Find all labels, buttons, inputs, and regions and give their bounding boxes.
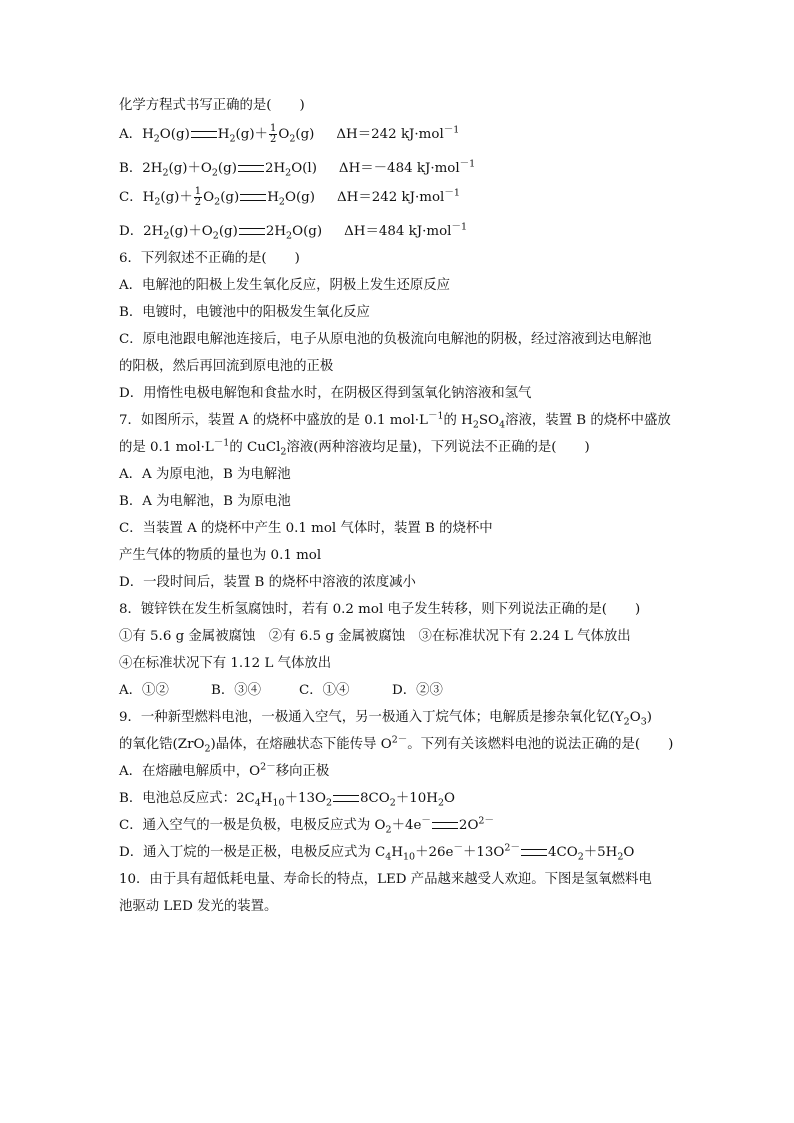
stem-text: 的 H	[443, 413, 473, 428]
q9-option-b: B．电池总反应式：$2C_4H_{10}+13O_2$ $8CO_2+10H_2O$	[119, 791, 455, 809]
stem-text: 的氧化锆(ZrO	[119, 737, 205, 752]
option-label: A．	[119, 127, 143, 142]
question-content	[119, 96, 679, 924]
question-9-stem-line1: 9．一种新型燃料电池，一极通入空气，另一极通入丁烷气体；电解质是掺杂氧化钇$(Y_2O_3)$	[119, 710, 652, 728]
enthalpy: ΔH＝－484 kJ·mol	[338, 161, 460, 176]
q7-option-c-line2: 产生气体的物质的量也为 0.1 mol	[119, 548, 322, 563]
q5-option-d: D．$2H_2(g)+O_2(g)$ $2H_2O(g)$ ΔH＝484 kJ·mol$^{-1}$	[119, 221, 467, 242]
question-10-line1: 10．由于具有超低耗电量、寿命长的特点，LED 产品越来越受人欢迎。下图是氢氧燃料电	[119, 872, 652, 887]
q6-option-b: B．电镀时，电镀池中的阳极发生氧化反应	[119, 305, 370, 320]
stem-text: 。下列有关该燃料电池的说法正确的是(	[407, 737, 641, 752]
enthalpy: ΔH＝484 kJ·mol	[344, 224, 452, 239]
stem-text: )晶体，在熔融状态下能传导 O	[210, 737, 392, 752]
stem-text: 8．镀锌铁在发生析氢腐蚀时，若有 0.2 mol 电子发生转移，则下列说法正确的是(	[119, 602, 607, 617]
q9-option-a: A．在熔融电解质中，$O^{2-}$移向正极	[119, 761, 330, 779]
enthalpy: ΔH＝242 kJ·mol	[336, 190, 445, 205]
enthalpy: ΔH＝242 kJ·mol	[336, 127, 444, 142]
question-7-stem-line2: 的是 0.1 $mol\cdot L^{-1}$的 CuCl$_2$溶液(两种溶液均足量)，下列说法不正确的是( )	[119, 437, 590, 458]
q6-option-d: D．用惰性电极电解饱和食盐水时，在阴极区得到氢氧化钠溶液和氢气	[119, 386, 532, 401]
equals-sign	[239, 228, 265, 235]
q8-option-c: C．①④	[299, 683, 350, 698]
question-5-stem	[119, 96, 679, 123]
equals-sign	[191, 131, 217, 138]
question-6-stem	[119, 249, 679, 276]
stem-text: 6．下列叙述不正确的是(	[119, 251, 267, 266]
option-label: D．2H	[119, 224, 164, 239]
stem-paren: )	[294, 251, 300, 266]
stem-text: 的是 0.1 mol·L	[119, 440, 214, 455]
q8-statements-line2: ④在标准状况下有 1.12 L 气体放出	[119, 656, 332, 671]
fraction: $\frac{1}{2}$	[269, 123, 277, 145]
q6-option-c-line1: C．原电池跟电解池连接后，电子从原电池的负极流向电解池的阴极，经过溶液到达电解池	[119, 332, 652, 347]
q6-option-a: A．电解池的阳极上发生氧化反应，阴极上发生还原反应	[119, 278, 451, 293]
q8-option-d: D．②③	[392, 683, 443, 698]
q9-option-c: C．通入空气的一极是负极，电极反应式为 $O_2+4e^-$ $2O^{2-}$	[119, 815, 494, 836]
stem-text: 溶液(两种溶液均足量)，下列说法不正确的是(	[286, 440, 557, 455]
option-text: C．通入空气的一极是负极，电极反应式为 O	[119, 818, 386, 833]
stem-text: 9．一种新型燃料电池，一极通入空气，另一极通入丁烷气体；电解质是掺杂氧化钇(Y	[119, 710, 624, 725]
equals-sign	[240, 194, 266, 201]
stem-paren: )	[584, 440, 590, 455]
stem-paren: )	[668, 737, 674, 752]
q7-option-b: B．A 为电解池，B 为原电池	[119, 494, 291, 509]
stem-text: 的 CuCl	[229, 440, 281, 455]
stem-paren: )	[634, 602, 641, 617]
q7-option-c-line1: C．当装置 A 的烧杯中产生 0.1 mol 气体时，装置 B 的烧杯中	[119, 521, 493, 536]
option-label: B．2H	[119, 161, 163, 176]
stem-paren: )	[299, 98, 305, 113]
option-label: C．	[119, 190, 143, 205]
q5-option-a: A．$H_2O(g)$ $H_2(g)+$ $\frac{1}{2}$ $O_2(g)$ ΔH＝242 kJ·mol$^{-1}$	[119, 123, 460, 145]
option-text: 移向正极	[275, 764, 330, 779]
question-9-stem-line2: 的氧化锆(ZrO$_2$)晶体，在熔融状态下能传导 $O^{2-}$。下列有关该燃料电池的说法正确的是( )	[119, 734, 674, 755]
q8-option-b: B．③④	[211, 683, 262, 698]
stem-text: 化学方程式书写正确的是(	[119, 98, 272, 113]
formula: H	[142, 127, 154, 142]
question-10-line2: 池驱动 LED 发光的装置。	[119, 899, 278, 914]
q8-statements-line1: ①有 5.6 g 金属被腐蚀 ②有 6.5 g 金属被腐蚀 ③在标准状况下有 2.24 L 气体放出	[119, 629, 631, 644]
q5-option-c: C．$H_2(g)+$ $\frac{1}{2}$ $O_2(g)$ $H_2O(g)$ ΔH＝242 kJ·mol$^{-1}$	[119, 186, 460, 208]
equals-sign	[432, 822, 458, 829]
fraction: $\frac{1}{2}$	[194, 186, 202, 208]
q6-option-c-line2: 的阳极，然后再回流到原电池的正极	[119, 359, 334, 374]
option-text: B．电池总反应式：2C	[119, 791, 255, 806]
equals-sign	[333, 795, 359, 802]
question-8-stem	[119, 600, 679, 627]
question-7-stem-line1: 7．如图所示，装置 A 的烧杯中盛放的是 0.1 $mol\cdot L^{-1}$的 $H_2SO_4$溶液，装置 B 的烧杯中盛放	[119, 410, 671, 431]
equals-sign	[238, 165, 264, 172]
option-text: A．在熔融电解质中，O	[119, 764, 261, 779]
option-text: D．通入丁烷的一极是正极，电极反应式为 C	[119, 845, 386, 860]
q7-option-a: A．A 为原电池，B 为电解池	[119, 467, 291, 482]
stem-text: 7．如图所示，装置 A 的烧杯中盛放的是 0.1 mol·L	[119, 413, 428, 428]
stem-text: 溶液，装置 B 的烧杯中盛放	[505, 413, 671, 428]
q9-option-d: D．通入丁烷的一极是正极，电极反应式为 $C_4H_{10}+26e^-+13O^{2-}$ $4CO_2+5H_2O$	[119, 842, 635, 863]
q5-option-b: B．$2H_2(g)+O_2(g)$ $2H_2O(l)$ ΔH＝－484 kJ·mol$^{-1}$	[119, 158, 476, 179]
q8-options	[119, 681, 679, 708]
equals-sign	[521, 849, 547, 856]
q8-option-a: A．①②	[119, 683, 169, 698]
q7-option-d: D．一段时间后，装置 B 的烧杯中溶液的浓度减小	[119, 575, 416, 590]
